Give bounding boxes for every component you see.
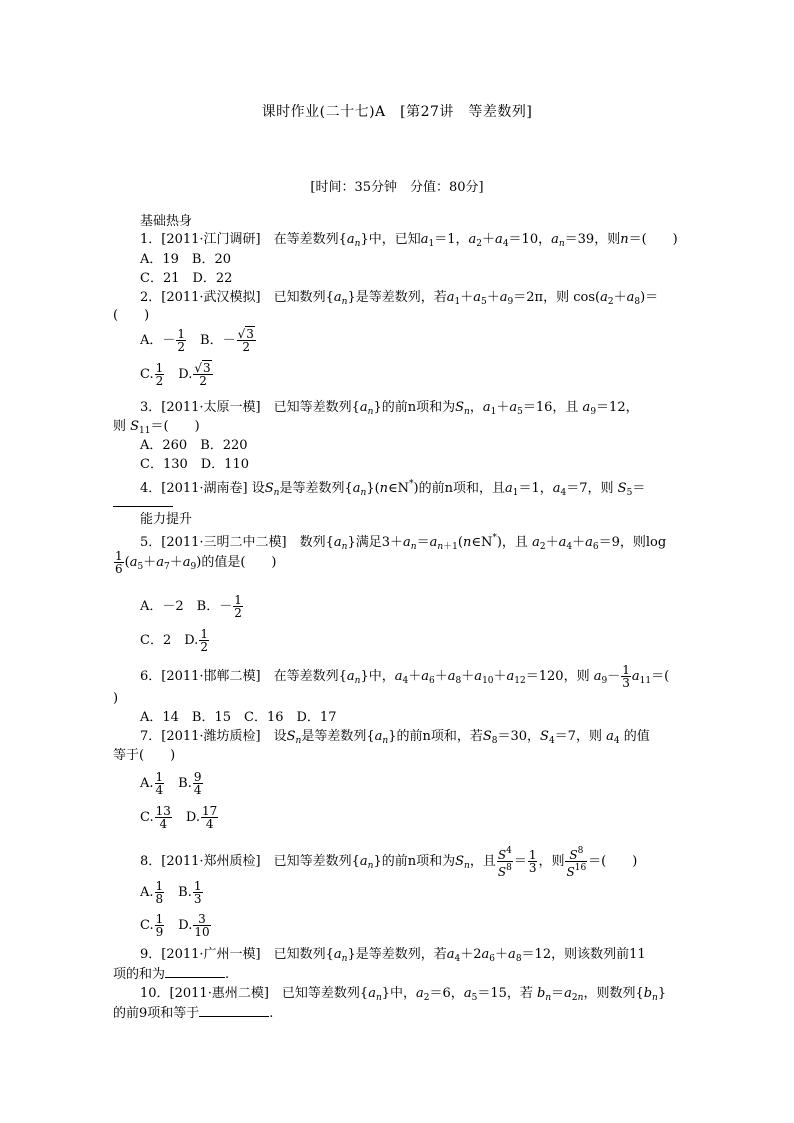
question-6: 6．[2011·邯郸二模] 在等差数列$\{a_n\}$中，$a_4+a_6+a_8+a_{10}+a_{12}=120$，则 $a_9-$ $\frac{1}{3}$ $a_{11}=$(	[140, 663, 670, 690]
question-9: 9．[2011·广州一模] 已知数列$\{a_n\}$是等差数列，若$a_4+2a_6+a_8=12$，则该数列前11	[140, 947, 646, 964]
question-2-options-cd: C. $\frac{1}{2}$ D. $\frac{√3}{2}$	[140, 361, 211, 388]
question-6-options: A．14 B．15 C．16 D．17	[140, 710, 337, 725]
question-1-options-cd: C．21 D．22	[140, 271, 233, 286]
question-1-options-ab: A．19 B．20	[140, 252, 232, 267]
page-title: 课时作业(二十七)A [第27讲 等差数列]	[261, 104, 533, 120]
question-9-continued: 项的和为 .	[113, 967, 230, 982]
question-7-continued: 等于( )	[113, 748, 176, 763]
question-8-options-ab: A. $\frac{1}{8}$ B. $\frac{1}{3}$	[140, 879, 202, 906]
question-2-options-ab: A．－ $\frac{1}{2}$ B．－ $\frac{√3}{2}$	[140, 327, 254, 354]
question-10-answer-blank[interactable]	[199, 1004, 269, 1017]
question-3-continued: 则 $S_{11}=$( )	[113, 419, 200, 436]
question-9-answer-blank[interactable]	[165, 965, 225, 978]
question-7-options-ab: A. $\frac{1}{4}$ B. $\frac{9}{4}$	[140, 770, 202, 797]
question-5-continued: $\frac{1}{6}$ $(a_5+a_7+a_9)$的值是( )	[115, 549, 277, 576]
question-8: 8．[2011·郑州质检] 已知等差数列$\{a_n\}$的前n项和为$S_n$，且 $\frac{S^4}{S^8}$ ＝ $\frac{1}{3}$ ，则 $\frac{S^8}{S^{16}}$ ＝( )	[140, 846, 638, 879]
question-4: 4．[2011·湖南卷] 设$S_n$是等差数列$\{a_n\}(n\in N^*)$的前n项和，且$a_1=1$，$a_4=7$，则 $S_5=$	[140, 479, 646, 498]
time-score-info: [时间：35分钟 分值：80分]	[310, 180, 484, 195]
question-3: 3．[2011·太原一模] 已知等差数列$\{a_n\}$的前n项和为$S_n$，$a_1+a_5=16$，且 $a_9=12$，	[140, 400, 639, 417]
section-basic: 基础热身	[140, 214, 193, 229]
question-5: 5．[2011·三明二中二模] 数列$\{a_n\}$满足$3+a_n=a_{n+1}(n\in N^*)$，且 $a_2+a_4+a_6=9$，则log	[140, 533, 667, 552]
question-1: 1．[2011·江门调研] 在等差数列$\{a_n\}$中，已知$a_1=1$，$a_2+a_4=10$，$a_n=39$，则n＝( )	[140, 232, 678, 249]
question-7-options-cd: C. $\frac{13}{4}$ D. $\frac{17}{4}$	[140, 804, 218, 831]
question-8-options-cd: C. $\frac{1}{9}$ D. $\frac{3}{10}$	[140, 912, 210, 939]
question-10-continued: 的前9项和等于 .	[113, 1006, 274, 1021]
question-10: 10．[2011·惠州二模] 已知等差数列$\{a_n\}$中，$a_2=6$，$a_5=15$，若 $b_n=a_{2n}$，则数列$\{b_n\}$	[140, 986, 667, 1003]
question-5-options-cd: C．2 D. $\frac{1}{2}$	[140, 627, 208, 654]
section-advanced: 能力提升	[140, 512, 193, 527]
question-2-continued: ( )	[113, 308, 150, 323]
question-3-options-ab: A．260 B．220	[140, 438, 248, 453]
question-7: 7．[2011·潍坊质检] 设$S_n$是等差数列$\{a_n\}$的前n项和，若$S_8=30$，$S_4=7$，则 $a_4$ 的值	[140, 729, 650, 746]
question-3-options-cd: C．130 D．110	[140, 457, 249, 472]
question-6-continued: )	[113, 691, 119, 706]
question-2: 2．[2011·武汉模拟] 已知数列$\{a_n\}$是等差数列，若$a_1+a_5+a_9=2\pi$，则 $\cos(a_2+a_8)=$	[140, 290, 659, 307]
question-5-options-ab: A．－2 B．－ $\frac{1}{2}$	[140, 593, 242, 620]
